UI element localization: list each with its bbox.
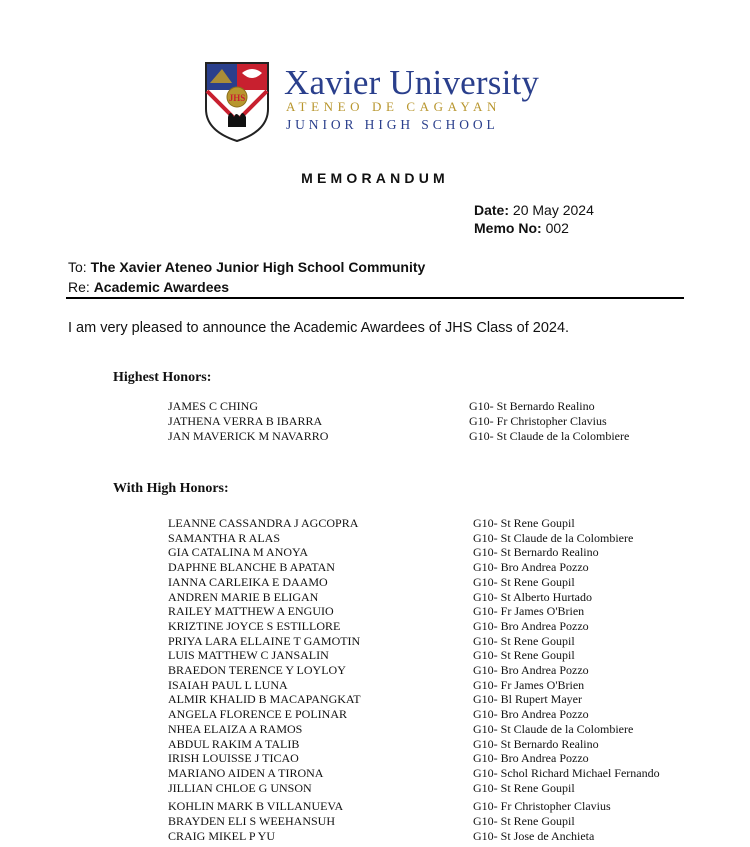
awardee-section: G10- St Rene Goupil [473,516,575,530]
university-subtitle: ATENEO DE CAGAYAN [286,99,501,114]
university-name: Xavier University [284,63,540,102]
shield-letters: JHS [228,93,246,103]
memo-number-value: 002 [545,220,569,236]
awardee-name: IRISH LOUISSE J TICAO [168,751,299,766]
memo-number-line [474,220,569,236]
awardee-name: SAMANTHA R ALAS [168,530,281,545]
school-name: JUNIOR HIGH SCHOOL [286,117,499,132]
awardee-section: G10- Bro Andrea Pozzo [473,751,589,766]
awardee-name: GIA CATALINA M ANOYA [168,545,309,560]
awardee-name: JAN MAVERICK M NAVARRO [168,429,329,443]
awardee-section: G10- Bro Andrea Pozzo [473,560,589,575]
re-label: Re: [68,279,90,295]
awardee-section: G10- Schol Richard Michael Fernando [473,765,660,780]
awardee-section: G10- St Jose de Anchieta [473,828,595,843]
awardee-section: G10- St Rene Goupil [473,648,575,663]
memo-title: MEMORANDUM [301,170,449,186]
awardee-name: LUIS MATTHEW C JANSALIN [168,648,329,663]
awardee-name: RAILEY MATTHEW A ENGUIO [168,604,334,619]
awardee-name: ABDUL RAKIM A TALIB [168,736,300,751]
re-line [68,279,229,295]
awardee-name: MARIANO AIDEN A TIRONA [168,765,324,780]
high-honors-heading: With High Honors: [113,481,229,496]
awardee-name: JAMES C CHING [168,399,259,413]
awardee-section: G10- St Bernardo Realino [469,399,595,413]
highest-honors-heading: Highest Honors: [113,370,212,385]
awardee-name: ANGELA FLORENCE E POLINAR [168,707,347,722]
awardee-section: G10- St Alberto Hurtado [473,589,592,604]
awardee-name: KRIZTINE JOYCE S ESTILLORE [168,618,341,633]
awardee-section: G10- St Rene Goupil [473,780,575,795]
awardee-section: G10- St Claude de la Colombiere [469,429,630,443]
date-line [474,202,594,218]
awardee-name: BRAEDON TERENCE Y LOYLOY [168,663,346,677]
awardee-name: ALMIR KHALID B MACAPANGKAT [168,692,361,707]
to-value: The Xavier Ateneo Junior High School Community [90,259,426,275]
awardee-name: PRIYA LARA ELLAINE T GAMOTIN [168,633,361,648]
awardee-name: IANNA CARLEIKA E DAAMO [168,574,328,589]
awardee-name: BRAYDEN ELI S WEEHANSUH [168,814,336,828]
awardee-section: G10- Fr Christopher Clavius [469,414,607,428]
awardee-section: G10- St Bernardo Realino [473,545,599,560]
intro-text: I am very pleased to announce the Academic Awardees of JHS Class of 2024. [68,320,570,336]
awardee-section: G10- Fr James O'Brien [473,604,585,619]
awardee-name: ISAIAH PAUL L LUNA [168,677,288,692]
re-value: Academic Awardees [93,279,230,295]
to-line [68,259,425,275]
awardee-section: G10- Bro Andrea Pozzo [473,707,589,722]
date-label: Date: [474,202,510,218]
date-value: 20 May 2024 [512,202,594,218]
awardee-section: G10- Bro Andrea Pozzo [473,618,589,633]
awardee-section: G10- St Bernardo Realino [473,736,599,751]
awardee-name: LEANNE CASSANDRA J AGCOPRA [168,516,359,530]
memo-number-label: Memo No: [474,220,542,236]
awardee-section: G10- Fr Christopher Clavius [473,799,611,814]
awardee-section: G10- St Rene Goupil [473,574,575,589]
awardee-section: G10- St Rene Goupil [473,633,575,648]
awardee-name: JATHENA VERRA B IBARRA [168,414,323,428]
awardee-name: JILLIAN CHLOE G UNSON [168,780,312,795]
awardee-section: G10- St Rene Goupil [473,814,575,828]
awardee-section: G10- Bl Rupert Mayer [473,692,582,707]
awardee-name: KOHLIN MARK B VILLANUEVA [168,799,344,814]
awardee-section: G10- St Claude de la Colombiere [473,530,634,545]
awardee-name: NHEA ELAIZA A RAMOS [168,721,303,736]
header-divider [66,297,684,299]
to-label: To: [68,259,87,275]
awardee-name: ANDREN MARIE B ELIGAN [168,589,319,604]
awardee-section: G10- Fr James O'Brien [473,677,585,692]
awardee-section: G10- Bro Andrea Pozzo [473,663,589,677]
awardee-name: DAPHNE BLANCHE B APATAN [168,560,335,575]
awardee-name: CRAIG MIKEL P YU [168,828,275,843]
school-logo [204,61,544,145]
shield-crest-icon [204,61,270,143]
awardee-section: G10- St Claude de la Colombiere [473,721,634,736]
